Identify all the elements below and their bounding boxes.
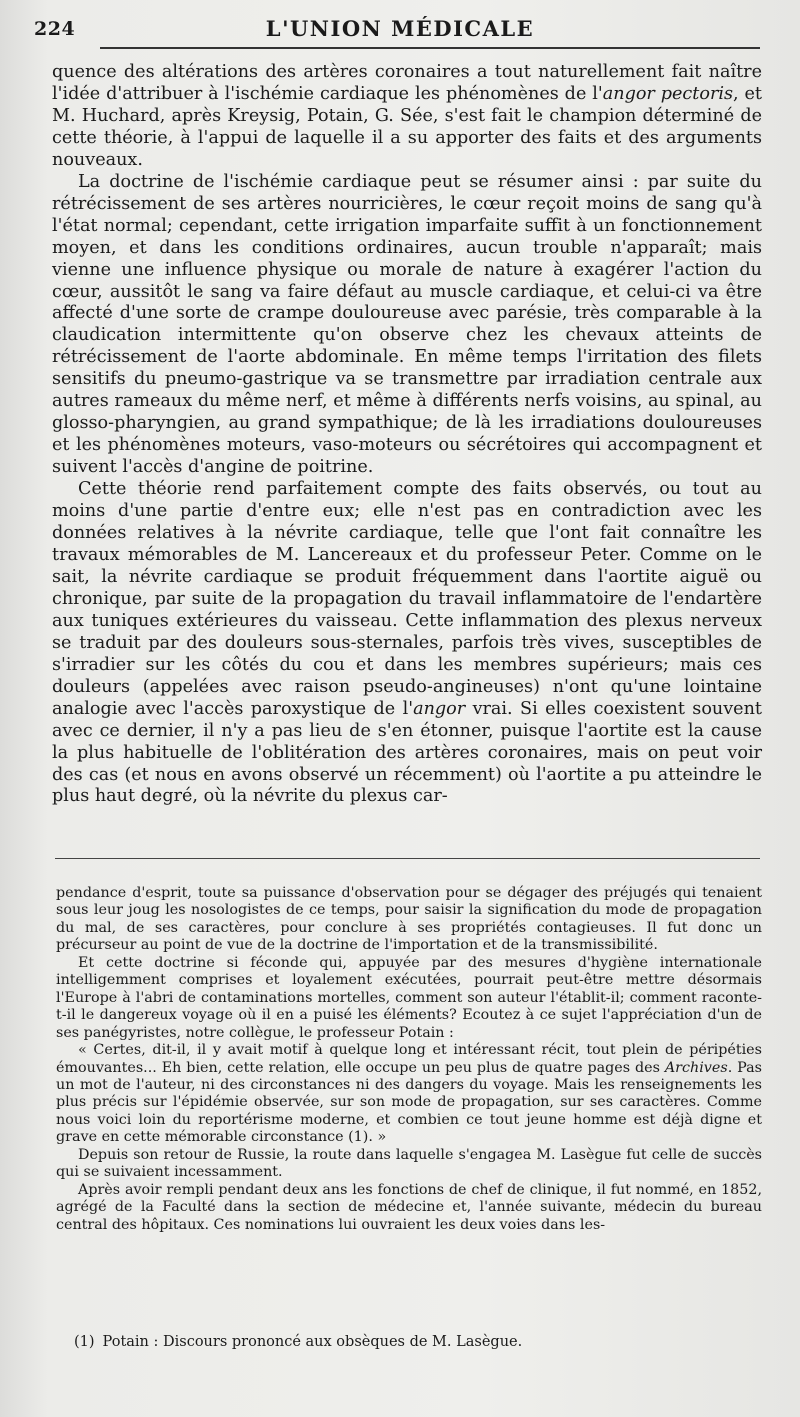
page-number: 224 [34, 18, 76, 40]
paragraph-3 [52, 479, 762, 808]
note-paragraph-2: Et cette doctrine si féconde qui, appuyée par des mesures d'hygiène internationale intelligemment comprises et loyalement exécutées, pourrait peut-être mettre désormais l'Europe à l'abri de contaminations mortelles, comment son auteur l'établit-il; comment raconte-t-il le dangereux voyage où il en a puisé les éléments? Ecoutez à ce sujet l'appréciation d'un de ses panégyristes, notre collègue, le professeur Potain : [56, 954, 762, 1041]
paragraph-3-text: Cette théorie rend parfaitement compte des faits observés, ou tout au moins d'une partie d'entre eux; elle n'est pas en contradiction avec les données relatives à la névrite cardiaque, telle que l'ont fait connaître les travaux mémorables de M. Lancereaux et du professeur Peter. Comme on le sait, la névrite cardiaque se produit fréquemment dans l'aortite aiguë ou chronique, par suite de la propagation du travail inflammatoire de l'endartère aux tuniques extérieures du vaisseau. Cette inflammation des plexus nerveux se traduit par des douleurs sous-sternales, parfois très vives, susceptibles de s'irradier sur les côtés du cou et dans les membres supérieurs; mais ces douleurs (appelées avec raison pseudo-angineuses) n'ont qu'une lointaine analogie avec l'accès paroxystique de l' [52, 479, 762, 719]
notes-separator [55, 858, 760, 859]
paragraph-1-text-cont: , et M. Huchard, après Kreysig, Potain, G. Sée, s'est fait le champion déterminé de cette théorie, à l'appui de laquelle il a su apporter des faits et des arguments nouveaux. [52, 83, 763, 170]
notes-block [56, 885, 762, 1234]
note-paragraph-5: Après avoir rempli pendant deux ans les fonctions de chef de clinique, il fut nommé, en 1852, agrégé de la Faculté dans la section de médecine et, l'année suivante, médecin du bureau central des hôpitaux. Ces nominations lui ouvraient les deux voies dans les- [56, 1181, 762, 1233]
paragraph-1-emphasis: angor pectoris [602, 83, 734, 104]
paragraph-3-emphasis: angor [413, 698, 466, 719]
footnote-text: Potain : Discours prononcé aux obsèques de M. Lasègue. [102, 1334, 523, 1350]
paragraph-3-text-cont: vrai. Si elles coexistent souvent avec ce dernier, il n'y a pas lieu de s'en étonner, puisque l'aortite est la cause la plus habituelle de l'oblitération des artères coronaires, mais on peut voir des cas (et nous en avons observé un récemment) où l'aortite a pu atteindre le plus haut degré, où la névrite du plexus car- [52, 698, 762, 807]
paragraph-1-text: quence des altérations des artères coronaires a tout naturellement fait naître l'idée d'attribuer à l'ischémie cardiaque les phénomènes de l' [52, 62, 762, 104]
running-head [34, 12, 766, 44]
main-text [52, 62, 762, 808]
journal-title: L'UNION MÉDICALE [265, 16, 535, 41]
note-paragraph-3-emphasis: Archives [664, 1059, 728, 1076]
header-rule [100, 47, 760, 49]
note-paragraph-3-text-cont: . Pas un mot de l'auteur, ni des circonstances ni des dangers du voyage. Mais les renseignements les plus précis sur l'épidémie observée, sur son mode de propagation, sur ses caractères. Comme nous voici loin du reportérisme moderne, et combien ce tout jeune homme est déjà digne et grave en cette mémorable circonstance (1). » [56, 1059, 762, 1146]
footnote [74, 1334, 522, 1350]
paragraph-2: La doctrine de l'ischémie cardiaque peut se résumer ainsi : par suite du rétrécissement de ses artères nourricières, le cœur reçoit moins de sang qu'à l'état normal; cependant, cette irrigation imparfaite suffit à un fonctionnement moyen, et dans les conditions ordinaires, aucun trouble n'apparaît; mais vienne une influence physique ou morale de nature à exagérer l'action du cœur, aussitôt le sang va faire défaut au muscle cardiaque, et celui-ci va être affecté d'une sorte de crampe douloureuse avec parésie, très comparable à la claudication intermittente qu'on observe chez les chevaux atteints de rétrécissement de l'aorte abdominale. En même temps l'irritation des filets sensitifs du pneumo-gastrique va se transmettre par irradiation centrale aux autres rameaux du même nerf, et même à différents nerfs voisins, au spinal, au glosso-pharyngien, au grand sympathique; de là les irradiations douloureuses et les phénomènes moteurs, vaso-moteurs ou sécrétoires qui accompagnent et suivent l'accès d'angine de poitrine. [52, 171, 762, 478]
note-paragraph-3-text: « Certes, dit-il, il y avait motif à quelque long et intéressant récit, tout plein de péripéties émouvantes... Eh bien, cette relation, elle occupe un peu plus de quatre pages des [56, 1042, 762, 1076]
note-paragraph-1: pendance d'esprit, toute sa puissance d'observation pour se dégager des préjugés qui tenaient sous leur joug les nosologistes de ce temps, pour saisir la signification du mode de propagation du mal, de ses caractères, pour conclure à ses propriétés contagieuses. Il fut donc un précurseur au point de vue de la doctrine de l'importation et de la transmissibilité. [56, 885, 762, 954]
note-paragraph-3 [56, 1042, 762, 1147]
note-paragraph-4: Depuis son retour de Russie, la route dans laquelle s'engagea M. Lasègue fut celle de succès qui se suivaient incessamment. [56, 1146, 762, 1181]
paragraph-1 [52, 62, 762, 172]
footnote-marker: (1) [74, 1334, 95, 1350]
